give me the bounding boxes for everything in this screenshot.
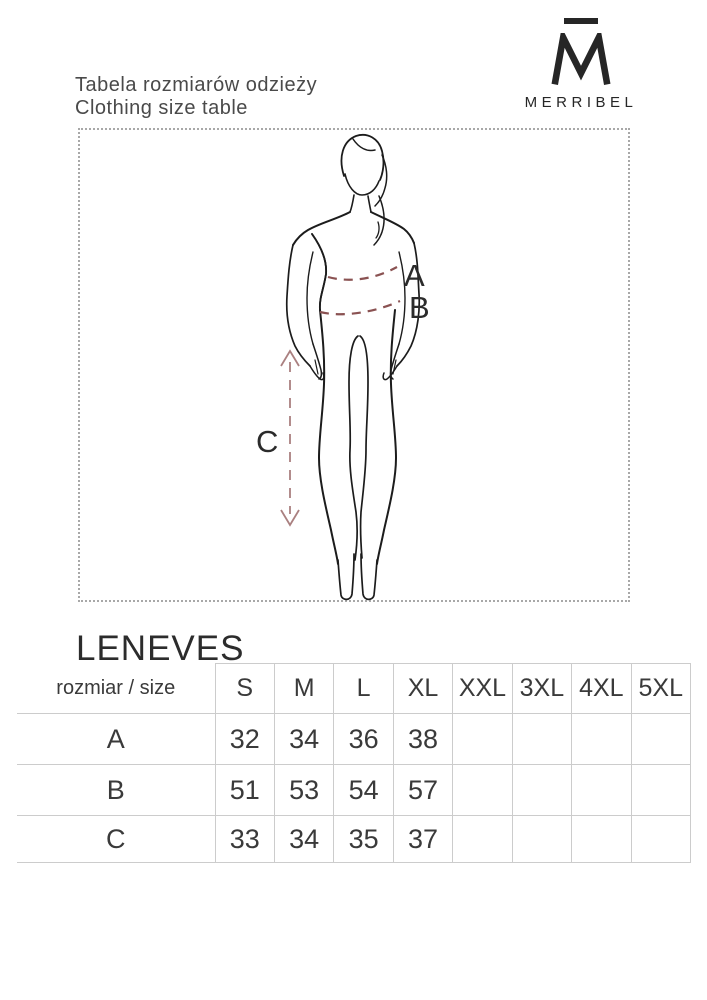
size-value-cell [512,816,571,863]
size-value-cell [572,816,631,863]
measurement-diagram-box [78,128,630,602]
logo-m-icon [551,33,611,87]
hip-label: B [409,290,430,325]
size-value-cell: 53 [274,765,333,816]
measurement-row-label: B [17,765,215,816]
size-column-header-l: L [334,664,393,714]
size-value-cell: 57 [393,765,452,816]
size-value-cell [453,816,512,863]
size-value-cell [453,714,512,765]
size-value-cell [631,816,690,863]
size-table-row-b [17,765,691,816]
length-arrow [281,351,299,525]
brand-wordmark: MERRIBEL [524,94,638,111]
size-value-cell: 32 [215,714,274,765]
title-english: Clothing size table [75,97,248,119]
size-column-header-xl: XL [393,664,452,714]
size-table-row-a [17,714,691,765]
size-column-header-xxl: XXL [453,664,512,714]
size-value-cell [512,765,571,816]
size-value-cell: 36 [334,714,393,765]
measurement-row-label: C [17,816,215,863]
hip-measure-line [320,301,400,314]
size-value-cell: 34 [274,816,333,863]
waist-measure-line [328,267,397,280]
size-table [17,663,691,863]
body-sketch [78,128,630,602]
size-column-header-5xl: 5XL [631,664,690,714]
size-column-header-m: M [274,664,333,714]
size-table-header-row [17,664,691,714]
measurement-row-label: A [17,714,215,765]
length-label: C [256,424,279,459]
size-value-cell [631,765,690,816]
size-value-cell: 51 [215,765,274,816]
size-value-cell: 54 [334,765,393,816]
body-outline [287,135,419,600]
size-value-cell: 34 [274,714,333,765]
size-table-corner-label: rozmiar / size [17,664,215,714]
size-value-cell: 35 [334,816,393,863]
size-value-cell [572,765,631,816]
size-column-header-s: S [215,664,274,714]
logo-bar [564,18,598,24]
title-polish: Tabela rozmiarów odzieży [75,74,318,96]
product-name: LENEVES [76,629,245,668]
size-value-cell [631,714,690,765]
waist-label: A [404,258,425,293]
size-value-cell: 33 [215,816,274,863]
size-column-header-3xl: 3XL [512,664,571,714]
size-value-cell [572,714,631,765]
brand-logo [524,18,638,111]
size-column-header-4xl: 4XL [572,664,631,714]
page-titles [75,74,317,120]
size-table-row-c [17,816,691,863]
size-value-cell: 37 [393,816,452,863]
size-value-cell: 38 [393,714,452,765]
size-value-cell [512,714,571,765]
size-value-cell [453,765,512,816]
